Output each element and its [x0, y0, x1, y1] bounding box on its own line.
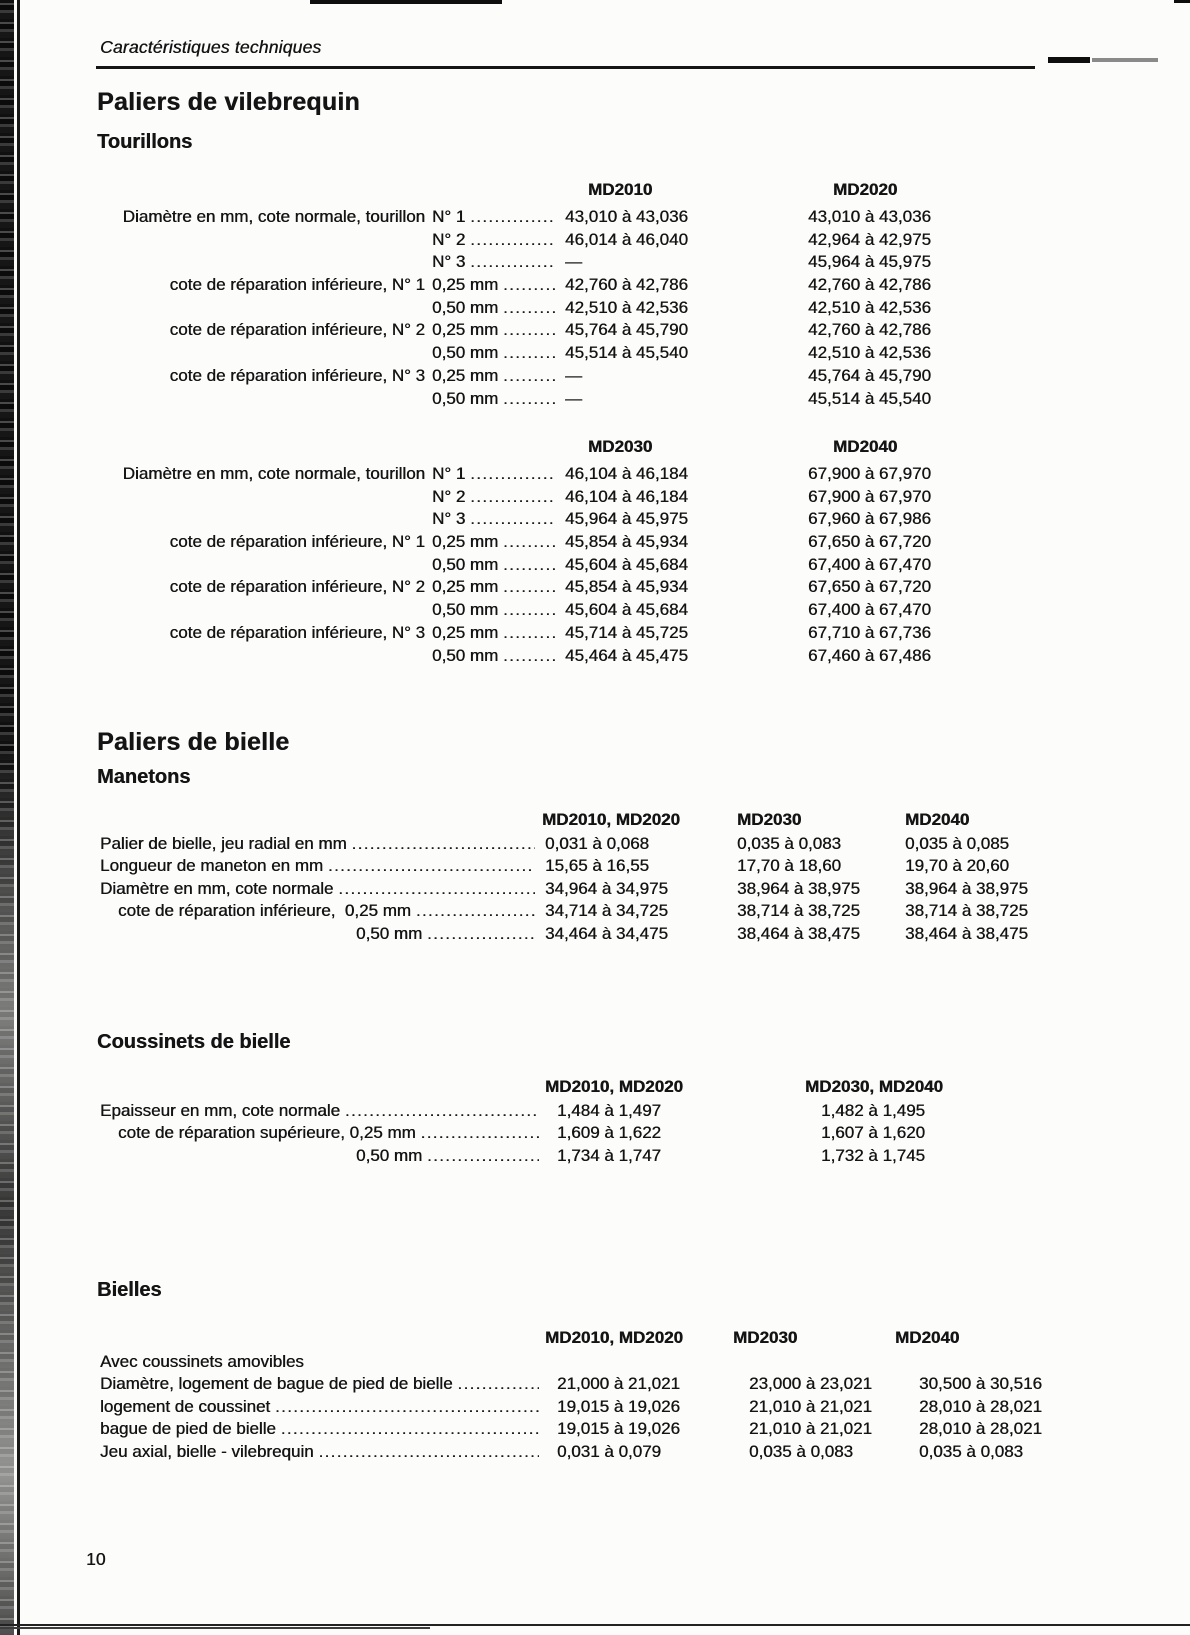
value-cell: 45,514 à 45,540 [808, 388, 931, 408]
value-cell: 67,900 à 67,970 [808, 464, 931, 483]
table-row [100, 1122, 1090, 1144]
row-label: 0,50 mm [356, 923, 423, 943]
value-cell: 45,764 à 45,790 [808, 365, 931, 385]
value-cell: — [565, 252, 582, 272]
table-row [100, 319, 1090, 342]
dot-leader [345, 1100, 539, 1122]
row-measure-cell [432, 365, 565, 388]
value-cell: 67,400 à 67,470 [808, 600, 931, 620]
table-row [100, 1418, 1090, 1440]
column-header: MD2040 [905, 810, 970, 829]
dot-leader [319, 1441, 539, 1463]
section-title-paliers-bielle: Paliers de bielle [97, 728, 290, 756]
scan-artifact-top [310, 0, 502, 4]
value-cell: 42,510 à 42,536 [808, 343, 931, 363]
row-label [100, 554, 432, 577]
value-cell: 45,604 à 45,684 [565, 600, 688, 620]
value-cell: 45,964 à 45,975 [565, 509, 688, 529]
value-cell: 19,70 à 20,60 [905, 856, 1009, 876]
column-header: MD2030 [733, 1328, 798, 1347]
section-title-paliers-vilebrequin: Paliers de vilebrequin [97, 88, 360, 116]
row-label-cell [100, 833, 545, 855]
value-cell: 45,764 à 45,790 [565, 320, 688, 340]
value-cell: 34,464 à 34,475 [545, 923, 668, 943]
row-label: cote de réparation inférieure, N° 1 [169, 275, 425, 295]
table-header-row [100, 435, 1090, 458]
value-cell: 30,500 à 30,516 [919, 1374, 1042, 1394]
row-measure-cell [432, 274, 565, 297]
row-label-cell [100, 923, 545, 945]
row-label: Diamètre, logement de bague de pied de bielle [100, 1374, 453, 1394]
table-row [100, 622, 1090, 645]
value-cell: 38,464 à 38,475 [905, 923, 1028, 943]
value-cell: 23,000 à 23,021 [749, 1374, 872, 1394]
column-header: MD2020 [833, 180, 898, 199]
table-row [100, 531, 1090, 554]
dot-leader [328, 855, 535, 877]
value-cell: 0,035 à 0,083 [919, 1441, 1023, 1461]
table-row [100, 1441, 1090, 1463]
table-row [100, 900, 1090, 922]
row-measure: 0,25 mm [432, 320, 499, 340]
value-cell: 67,400 à 67,470 [808, 554, 931, 574]
table-row [100, 274, 1090, 297]
table-row [100, 365, 1090, 388]
row-label-cell [100, 1441, 549, 1463]
column-header: MD2030 [737, 810, 802, 829]
row-label: Palier de bielle, jeu radial en mm [100, 834, 347, 853]
dot-leader [421, 1122, 539, 1144]
table-row [100, 878, 1090, 900]
row-label: Epaisseur en mm, cote normale [100, 1101, 340, 1120]
table-row [100, 576, 1090, 599]
dot-leader [470, 463, 555, 486]
row-measure-cell [432, 319, 565, 342]
table-tourillons-md2030-md2040 [100, 435, 1090, 667]
row-label: Diamètre en mm, cote normale [100, 878, 334, 898]
dot-leader [427, 923, 535, 945]
value-cell: 42,510 à 42,536 [808, 297, 931, 317]
row-measure-cell [432, 342, 565, 365]
table-row [100, 297, 1090, 320]
row-measure: 0,50 mm [432, 554, 499, 574]
table-row [100, 855, 1090, 877]
dot-leader [503, 342, 555, 365]
table-row [100, 251, 1090, 274]
value-cell: 28,010 à 28,021 [919, 1419, 1042, 1439]
row-measure-cell [432, 229, 565, 252]
dot-leader [281, 1418, 539, 1440]
row-measure-cell [432, 554, 565, 577]
row-measure: N° 1 [432, 464, 466, 483]
row-label: cote de réparation inférieure, N° 3 [169, 622, 425, 642]
scan-artifact-right-gray [1092, 58, 1158, 62]
value-cell: 67,650 à 67,720 [808, 532, 931, 552]
row-measure: 0,50 mm [432, 297, 499, 317]
value-cell: 21,010 à 21,021 [749, 1396, 872, 1416]
table-header-row [100, 1326, 1090, 1349]
table-row [100, 554, 1090, 577]
value-cell: 38,714 à 38,725 [905, 901, 1028, 921]
table-row [100, 1351, 1090, 1373]
row-measure-cell [432, 645, 565, 668]
value-cell: 45,854 à 45,934 [565, 532, 688, 552]
table-body [100, 206, 1090, 410]
scan-artifact-right [1048, 57, 1090, 63]
table-header-row [100, 178, 1090, 201]
row-label: Diamètre en mm, cote normale, tourillon [122, 464, 425, 483]
value-cell: 0,035 à 0,083 [737, 834, 841, 853]
table-header-row [100, 1075, 1090, 1098]
scan-binding-line [17, 0, 20, 1635]
column-header: MD2040 [833, 437, 898, 456]
value-cell: 45,514 à 45,540 [565, 343, 688, 363]
table-row [100, 833, 1090, 855]
table-manetons [100, 808, 1090, 945]
row-measure: 0,25 mm [432, 532, 499, 552]
value-cell: 38,964 à 38,975 [905, 878, 1028, 898]
value-cell: 1,484 à 1,497 [557, 1101, 661, 1120]
dot-leader [416, 900, 535, 922]
row-measure-cell [432, 206, 565, 229]
column-header: MD2040 [895, 1328, 960, 1347]
value-cell: 0,031 à 0,079 [557, 1441, 661, 1461]
row-measure-cell [432, 531, 565, 554]
row-measure: 0,50 mm [432, 343, 499, 363]
row-label [100, 645, 432, 668]
table-bielles [100, 1326, 1090, 1463]
row-label: Diamètre en mm, cote normale, tourillon [122, 207, 425, 226]
value-cell: 67,650 à 67,720 [808, 577, 931, 597]
row-label: Avec coussinets amovibles [100, 1352, 304, 1371]
column-header: MD2010, MD2020 [545, 1077, 683, 1096]
scan-binding-fade [0, 0, 14, 1635]
subsection-title-manetons: Manetons [97, 766, 191, 788]
row-label-cell [100, 900, 545, 922]
table-row [100, 1396, 1090, 1418]
scan-artifact-top-right [1174, 0, 1190, 3]
row-label-cell [100, 1373, 549, 1395]
breadcrumb: Caractéristiques techniques [100, 37, 322, 57]
row-label [100, 251, 432, 274]
table-row [100, 1373, 1090, 1395]
row-label-cell [100, 878, 545, 900]
table-row [100, 923, 1090, 945]
value-cell: 21,010 à 21,021 [749, 1419, 872, 1439]
table-row [100, 486, 1090, 509]
row-measure-cell [432, 576, 565, 599]
dot-leader [470, 251, 555, 274]
value-cell: 42,510 à 42,536 [565, 297, 688, 317]
table-tourillons-md2010-md2020 [100, 178, 1090, 410]
row-label [100, 388, 432, 411]
row-label: bague de pied de bielle [100, 1419, 276, 1439]
row-measure: N° 2 [432, 486, 466, 506]
value-cell: 1,732 à 1,745 [821, 1145, 925, 1165]
dot-leader [275, 1396, 539, 1418]
table-row [100, 1145, 1090, 1167]
row-label: Jeu axial, bielle - vilebrequin [100, 1441, 314, 1461]
value-cell: 46,104 à 46,184 [565, 464, 688, 483]
table-row [100, 463, 1090, 486]
dot-leader [470, 508, 555, 531]
row-measure-cell [432, 463, 565, 486]
page-number: 10 [86, 1549, 106, 1569]
table-row [100, 206, 1090, 229]
value-cell: 45,464 à 45,475 [565, 645, 688, 665]
row-measure-cell [432, 297, 565, 320]
value-cell: 43,010 à 43,036 [565, 207, 688, 226]
value-cell: 19,015 à 19,026 [557, 1419, 680, 1439]
value-cell: — [565, 388, 582, 408]
dot-leader [503, 531, 555, 554]
value-cell: 45,714 à 45,725 [565, 622, 688, 642]
row-measure: N° 3 [432, 509, 466, 529]
value-cell: 38,464 à 38,475 [737, 923, 860, 943]
value-cell: — [565, 365, 582, 385]
column-header: MD2030, MD2040 [805, 1077, 943, 1096]
value-cell: 0,035 à 0,083 [749, 1441, 853, 1461]
row-measure-cell [432, 599, 565, 622]
dot-leader [338, 878, 535, 900]
dot-leader [503, 622, 555, 645]
value-cell: 1,607 à 1,620 [821, 1123, 925, 1143]
row-label: cote de réparation inférieure, N° 2 [169, 320, 425, 340]
row-measure: N° 1 [432, 207, 466, 226]
table-header-row [100, 808, 1090, 831]
value-cell: 46,014 à 46,040 [565, 229, 688, 249]
subsection-title-tourillons: Tourillons [97, 131, 193, 153]
column-header: MD2030 [588, 437, 653, 456]
row-measure: N° 3 [432, 252, 466, 272]
row-label [100, 508, 432, 531]
dot-leader [503, 297, 555, 320]
row-measure: 0,50 mm [432, 645, 499, 665]
row-label: logement de coussinet [100, 1396, 271, 1416]
value-cell: 42,760 à 42,786 [808, 275, 931, 295]
row-measure: N° 2 [432, 229, 466, 249]
column-header: MD2010 [588, 180, 653, 199]
row-measure: 0,25 mm [432, 622, 499, 642]
row-label: cote de réparation inférieure, N° 1 [169, 532, 425, 552]
dot-leader [470, 206, 555, 229]
dot-leader [427, 1145, 539, 1167]
row-label-cell [100, 855, 545, 877]
table-row [100, 342, 1090, 365]
dot-leader [458, 1373, 539, 1395]
dot-leader [503, 645, 555, 668]
dot-leader [503, 599, 555, 622]
dot-leader [470, 229, 555, 252]
row-measure: 0,25 mm [432, 577, 499, 597]
value-cell: 17,70 à 18,60 [737, 856, 841, 876]
row-label: cote de réparation inférieure, N° 2 [169, 577, 425, 597]
row-measure-cell [432, 508, 565, 531]
value-cell: 43,010 à 43,036 [808, 207, 931, 226]
row-measure-cell [432, 388, 565, 411]
table-row [100, 1100, 1090, 1122]
row-label [100, 599, 432, 622]
value-cell: 1,609 à 1,622 [557, 1123, 661, 1143]
row-label-cell [100, 1418, 549, 1440]
bottom-rule-segment [0, 1627, 430, 1629]
row-label [100, 486, 432, 509]
dot-leader [503, 274, 555, 297]
header-rule [96, 66, 1035, 69]
value-cell: 67,460 à 67,486 [808, 645, 931, 665]
value-cell: 42,964 à 42,975 [808, 229, 931, 249]
value-cell: 15,65 à 16,55 [545, 856, 649, 876]
row-label-cell [100, 1100, 549, 1122]
table-row [100, 388, 1090, 411]
value-cell: 67,710 à 67,736 [808, 622, 931, 642]
value-cell: 1,734 à 1,747 [557, 1145, 661, 1165]
value-cell: 42,760 à 42,786 [565, 275, 688, 295]
column-header: MD2010, MD2020 [545, 1328, 683, 1347]
row-measure: 0,50 mm [432, 388, 499, 408]
row-label [100, 229, 432, 252]
value-cell: 19,015 à 19,026 [557, 1396, 680, 1416]
table-row [100, 645, 1090, 668]
table-row [100, 599, 1090, 622]
row-label [100, 342, 432, 365]
dot-leader [503, 388, 555, 411]
table-coussinets [100, 1075, 1090, 1167]
value-cell: 0,031 à 0,068 [545, 834, 649, 853]
row-measure-cell [432, 622, 565, 645]
table-row [100, 229, 1090, 252]
column-header: MD2010, MD2020 [542, 810, 680, 829]
value-cell: 67,960 à 67,986 [808, 509, 931, 529]
row-measure-cell [432, 486, 565, 509]
bottom-rule [0, 1624, 1190, 1626]
row-label-cell [100, 1351, 549, 1373]
section-title-bielles: Bielles [97, 1279, 162, 1301]
value-cell: 34,964 à 34,975 [545, 878, 668, 898]
value-cell: 1,482 à 1,495 [821, 1101, 925, 1120]
table-body [100, 463, 1090, 667]
row-label [100, 297, 432, 320]
row-label-cell [100, 1122, 549, 1144]
row-measure-cell [432, 251, 565, 274]
value-cell: 42,760 à 42,786 [808, 320, 931, 340]
value-cell: 38,714 à 38,725 [737, 901, 860, 921]
value-cell: 46,104 à 46,184 [565, 486, 688, 506]
value-cell: 45,964 à 45,975 [808, 252, 931, 272]
dot-leader [503, 576, 555, 599]
dot-leader [470, 486, 555, 509]
value-cell: 38,964 à 38,975 [737, 878, 860, 898]
row-measure: 0,50 mm [432, 600, 499, 620]
value-cell: 0,035 à 0,085 [905, 834, 1009, 853]
dot-leader [503, 365, 555, 388]
table-row [100, 508, 1090, 531]
dot-leader [503, 554, 555, 577]
value-cell: 45,854 à 45,934 [565, 577, 688, 597]
dot-leader [503, 319, 555, 342]
row-label: cote de réparation inférieure, 0,25 mm [118, 901, 411, 921]
value-cell: 21,000 à 21,021 [557, 1374, 680, 1394]
dot-leader [352, 833, 535, 855]
row-label: cote de réparation inférieure, N° 3 [169, 365, 425, 385]
value-cell: 34,714 à 34,725 [545, 901, 668, 921]
row-label: 0,50 mm [356, 1145, 423, 1165]
row-measure: 0,25 mm [432, 275, 499, 295]
value-cell: 45,604 à 45,684 [565, 554, 688, 574]
value-cell: 67,900 à 67,970 [808, 486, 931, 506]
section-title-coussinets-bielle: Coussinets de bielle [97, 1031, 291, 1053]
row-label-cell [100, 1145, 549, 1167]
row-measure: 0,25 mm [432, 365, 499, 385]
row-label: Longueur de maneton en mm [100, 856, 324, 876]
row-label: cote de réparation supérieure, 0,25 mm [118, 1123, 416, 1143]
row-label-cell [100, 1396, 549, 1418]
value-cell: 28,010 à 28,021 [919, 1396, 1042, 1416]
